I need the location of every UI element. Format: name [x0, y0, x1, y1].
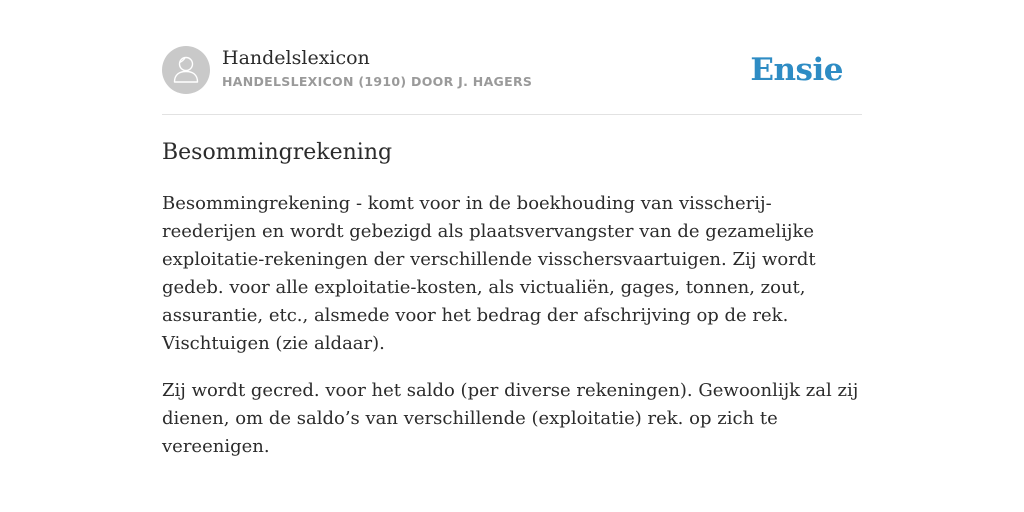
entry-paragraph: Besommingrekening - komt voor in de boekhouding van visscherij-reederijen en wordt gebezigd als plaatsvervangster van de gezamelijke exploitatie-rekeningen der verschillende visschersvaartuigen. Zij wordt gedeb. voor alle exploitatie-kosten, als victualiën, gages, tonnen, zout, assurantie, etc., alsmede voor het bedrag der afschrijving op de rek. Vischtuigen (zie aldaar). [162, 193, 816, 354]
entry-title: Besommingrekening [162, 140, 393, 165]
ensie-logo[interactable]: Ensie [750, 52, 843, 88]
person-outline-icon [162, 46, 210, 94]
source-subtitle[interactable]: HANDELSLEXICON (1910) DOOR J. HAGERS [222, 74, 533, 89]
source-title[interactable]: Handelslexicon [222, 47, 370, 69]
source-header [162, 46, 862, 115]
user-avatar-icon[interactable] [162, 46, 210, 94]
entry-body [162, 190, 862, 480]
entry-paragraph: Zij wordt gecred. voor het saldo (per diverse rekeningen). Gewoonlijk zal zij dienen, om de saldo’s van verschillende (exploitatie) rek. op zich te vereenigen. [162, 380, 859, 457]
